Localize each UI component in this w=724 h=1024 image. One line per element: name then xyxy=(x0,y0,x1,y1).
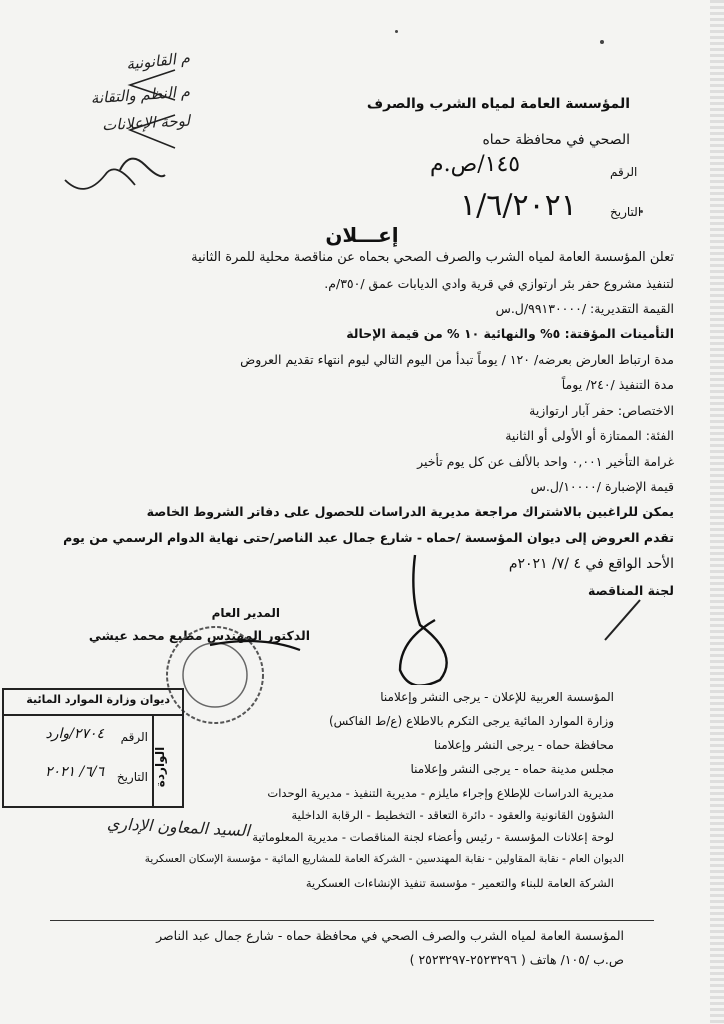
handwritten-referral-note: السيد المعاون الإداري xyxy=(106,813,251,841)
routing-note-board: لوحة الإعلانات xyxy=(101,111,191,135)
conditions-note: يمكن للراغبين بالاشتراك مراجعة مديرية الدراسات للحصول على دفاتر الشروط الخاصة xyxy=(146,504,674,519)
tender-fee: قيمة الإضبارة /١٠٠٠٠/ل.س xyxy=(530,479,674,494)
footer-contact: ص.ب /١٠٥/ هاتف ( ٢٥٢٣٢٩٦-٢٥٢٣٢٩٧ ) xyxy=(409,952,624,967)
cc-item: الشؤون القانونية والعقود - دائرة التعاقد - التخطيط - الرقابة الداخلية xyxy=(291,808,614,822)
reference-label: الرقم xyxy=(610,165,638,179)
org-name-line2: الصحي في محافظة حماه xyxy=(482,132,630,148)
stamp-number-value: ٢٧٠٤/وارد xyxy=(45,726,104,742)
reference-number: ١٤٥/ص.م xyxy=(430,152,521,177)
estimated-value: القيمة التقديرية: /٩٩١٣٠٠٠٠/ل.س xyxy=(495,301,674,316)
scan-speck xyxy=(395,30,398,33)
signatory-title: المدير العام xyxy=(211,606,280,620)
footer-divider xyxy=(50,920,654,921)
announcement-intro: تعلن المؤسسة العامة لمياه الشرب والصرف الصحي بحماه عن مناقصة محلية للمرة الثانية xyxy=(191,250,674,265)
stamp-number-label: الرقم xyxy=(120,730,148,744)
tender-committee: لجنة المناقصة xyxy=(588,583,674,598)
cc-item: وزارة الموارد المائية يرجى التكرم بالاطلاع (ع/ط الفاكس) xyxy=(328,714,614,728)
cc-item: لوحة إعلانات المؤسسة - رئيس وأعضاء لجنة المناقصات - مديرية المعلوماتية xyxy=(252,830,614,844)
side-check-mark xyxy=(600,590,660,650)
cc-item: الديوان العام - نقابة المقاولين - نقابة المهندسين - الشركة العامة للمشاريع المائية - مؤسسة الإسكان العسكرية xyxy=(144,853,624,865)
document-date: ١/٦/٢٠٢١ xyxy=(460,188,577,223)
stamp-incoming-label: الواردة xyxy=(153,746,167,788)
footer-address: المؤسسة العامة لمياه الشرب والصرف الصحي في محافظة حماه - شارع جمال عبد الناصر xyxy=(156,928,624,943)
org-name-line1: المؤسسة العامة لمياه الشرب والصرف xyxy=(366,96,630,112)
cc-item: مجلس مدينة حماه - يرجى النشر وإعلامنا xyxy=(410,762,614,776)
cc-item: الشركة العامة للبناء والتعمير - مؤسسة تنفيذ الإنشاءات العسكرية xyxy=(305,876,614,890)
cc-item: المؤسسة العربية للإعلان - يرجى النشر وإعلامنا xyxy=(380,690,614,704)
cc-item: مديرية الدراسات للإطلاع وإجراء مايلزم - مديرية التنفيذ - مديرية الوحدات xyxy=(267,786,614,800)
stamp-department: ديوان وزارة الموارد المائية xyxy=(26,693,170,706)
stamp-date-label: التاريخ xyxy=(116,770,148,784)
routing-note-it: م النظم والتقانة xyxy=(90,82,191,108)
contractor-grade: الفئة: الممتازة أو الأولى أو الثانية xyxy=(505,428,674,443)
routing-bracket-mark xyxy=(25,30,185,210)
delay-penalty: غرامة التأخير ٠,٠٠١ واحد بالألف عن كل يوم تأخير xyxy=(417,454,674,469)
guarantees: التأمينات المؤقتة: ٥% والنهائية ١٠ % من قيمة الإحالة xyxy=(346,326,674,341)
announcement-title: إعـــلان xyxy=(325,223,399,247)
submission-place: تقدم العروض إلى ديوان المؤسسة /حماه - شارع جمال عبد الناصر/حتى نهاية الدوام الرسمي من يوم xyxy=(63,530,674,545)
handwritten-loop-mark xyxy=(360,545,480,685)
submission-deadline: الأحد الواقع في ٤ /٧/ ٢٠٢١م xyxy=(508,556,674,572)
execution-period: مدة التنفيذ /٢٤٠/ يوماً xyxy=(561,377,674,392)
bid-validity: مدة ارتباط العارض بعرضه/ ١٢٠ / يوماً تبدأ من اليوم التالي ليوم انتهاء تقديم العروض xyxy=(240,352,674,367)
routing-note-legal: م القانونية xyxy=(125,48,191,74)
stamp-date-value: ٦/٦/ ٢٠٢١ xyxy=(44,764,104,780)
cc-item: محافظة حماه - يرجى النشر وإعلامنا xyxy=(433,738,614,752)
date-label: التاريخ xyxy=(610,205,642,219)
scan-speck xyxy=(600,40,604,44)
signatory-name: الدكتور المهندس مطيع محمد عيشي xyxy=(88,628,310,643)
scan-edge-artifact xyxy=(710,0,724,1024)
specialty: الاختصاص: حفر آبار ارتوازية xyxy=(529,403,674,418)
announcement-project: لتنفيذ مشروع حفر بئر ارتوازي في قرية وادي الديابات عمق /٣٥٠/م. xyxy=(324,276,674,291)
